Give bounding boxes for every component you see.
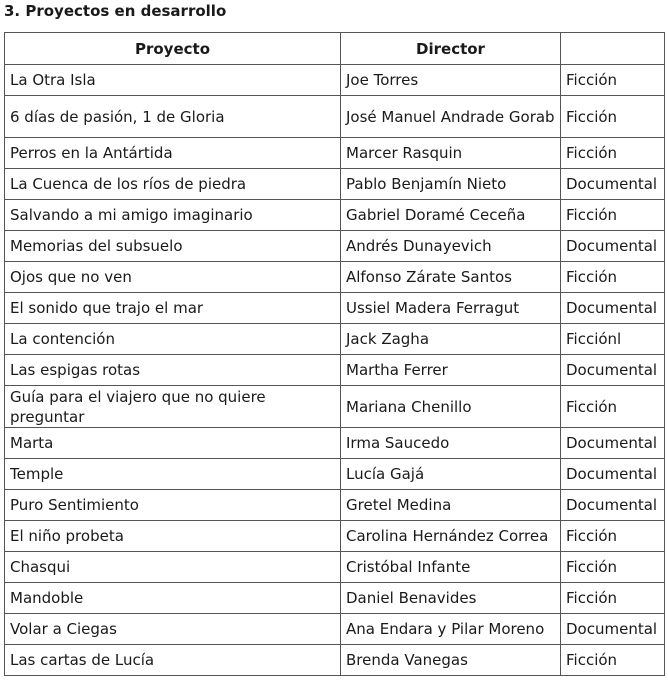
cell-director: Martha Ferrer — [341, 355, 561, 386]
cell-proyecto: Las espigas rotas — [5, 355, 341, 386]
cell-genero: Ficción — [561, 138, 665, 169]
cell-director: Gretel Medina — [341, 490, 561, 521]
cell-genero: Documental — [561, 231, 665, 262]
table-row — [5, 521, 665, 552]
cell-director: Andrés Dunayevich — [341, 231, 561, 262]
cell-genero: Ficción — [561, 521, 665, 552]
cell-proyecto: El niño probeta — [5, 521, 341, 552]
table-row — [5, 65, 665, 96]
cell-proyecto: Volar a Ciegas — [5, 614, 341, 645]
cell-genero: Ficción — [561, 552, 665, 583]
cell-genero: Documental — [561, 459, 665, 490]
table-row — [5, 96, 665, 138]
cell-director: Cristóbal Infante — [341, 552, 561, 583]
table-row — [5, 459, 665, 490]
cell-director: Lucía Gajá — [341, 459, 561, 490]
table-header-row — [5, 33, 665, 65]
table-row — [5, 169, 665, 200]
table-row — [5, 231, 665, 262]
cell-director: Ana Endara y Pilar Moreno — [341, 614, 561, 645]
table-row — [5, 355, 665, 386]
cell-director: Mariana Chenillo — [341, 386, 561, 428]
header-proyecto: Proyecto — [5, 33, 341, 65]
table-row — [5, 262, 665, 293]
cell-proyecto: Mandoble — [5, 583, 341, 614]
cell-proyecto: Chasqui — [5, 552, 341, 583]
table-row — [5, 490, 665, 521]
cell-genero: Documental — [561, 169, 665, 200]
cell-director: Daniel Benavides — [341, 583, 561, 614]
cell-proyecto: El sonido que trajo el mar — [5, 293, 341, 324]
cell-genero: Ficciónl — [561, 324, 665, 355]
cell-director: José Manuel Andrade Gorab — [341, 96, 561, 138]
table-row — [5, 293, 665, 324]
table-row — [5, 552, 665, 583]
cell-genero: Documental — [561, 428, 665, 459]
cell-genero: Documental — [561, 293, 665, 324]
cell-genero: Ficción — [561, 200, 665, 231]
cell-genero: Ficción — [561, 262, 665, 293]
cell-proyecto: Las cartas de Lucía — [5, 645, 341, 676]
cell-genero: Ficción — [561, 386, 665, 428]
cell-proyecto: 6 días de pasión, 1 de Gloria — [5, 96, 341, 138]
cell-proyecto: La Cuenca de los ríos de piedra — [5, 169, 341, 200]
table-row — [5, 138, 665, 169]
cell-genero: Ficción — [561, 583, 665, 614]
section-title: 3. Proyectos en desarrollo — [4, 2, 227, 20]
cell-director: Irma Saucedo — [341, 428, 561, 459]
cell-proyecto: Salvando a mi amigo imaginario — [5, 200, 341, 231]
table-row — [5, 583, 665, 614]
table-row — [5, 428, 665, 459]
cell-director: Ussiel Madera Ferragut — [341, 293, 561, 324]
cell-proyecto: Puro Sentimiento — [5, 490, 341, 521]
cell-director: Pablo Benjamín Nieto — [341, 169, 561, 200]
cell-director: Gabriel Doramé Ceceña — [341, 200, 561, 231]
cell-proyecto: Perros en la Antártida — [5, 138, 341, 169]
header-director: Director — [341, 33, 561, 65]
cell-director: Jack Zagha — [341, 324, 561, 355]
cell-director: Alfonso Zárate Santos — [341, 262, 561, 293]
cell-proyecto: Ojos que no ven — [5, 262, 341, 293]
cell-director: Marcer Rasquin — [341, 138, 561, 169]
cell-director: Carolina Hernández Correa — [341, 521, 561, 552]
cell-proyecto: Memorias del subsuelo — [5, 231, 341, 262]
cell-proyecto: Temple — [5, 459, 341, 490]
cell-genero: Documental — [561, 355, 665, 386]
table-row — [5, 200, 665, 231]
header-genero — [561, 33, 665, 65]
cell-proyecto: La Otra Isla — [5, 65, 341, 96]
cell-director: Joe Torres — [341, 65, 561, 96]
cell-director: Brenda Vanegas — [341, 645, 561, 676]
cell-genero: Ficción — [561, 96, 665, 138]
table-row — [5, 324, 665, 355]
table-row — [5, 386, 665, 428]
projects-table — [4, 32, 665, 676]
cell-genero: Ficción — [561, 65, 665, 96]
cell-proyecto: Marta — [5, 428, 341, 459]
cell-genero: Ficción — [561, 645, 665, 676]
table-row — [5, 645, 665, 676]
cell-proyecto: La contención — [5, 324, 341, 355]
table-row — [5, 614, 665, 645]
cell-genero: Documental — [561, 490, 665, 521]
cell-genero: Documental — [561, 614, 665, 645]
cell-proyecto: Guía para el viajero que no quiere preguntar — [5, 386, 341, 428]
